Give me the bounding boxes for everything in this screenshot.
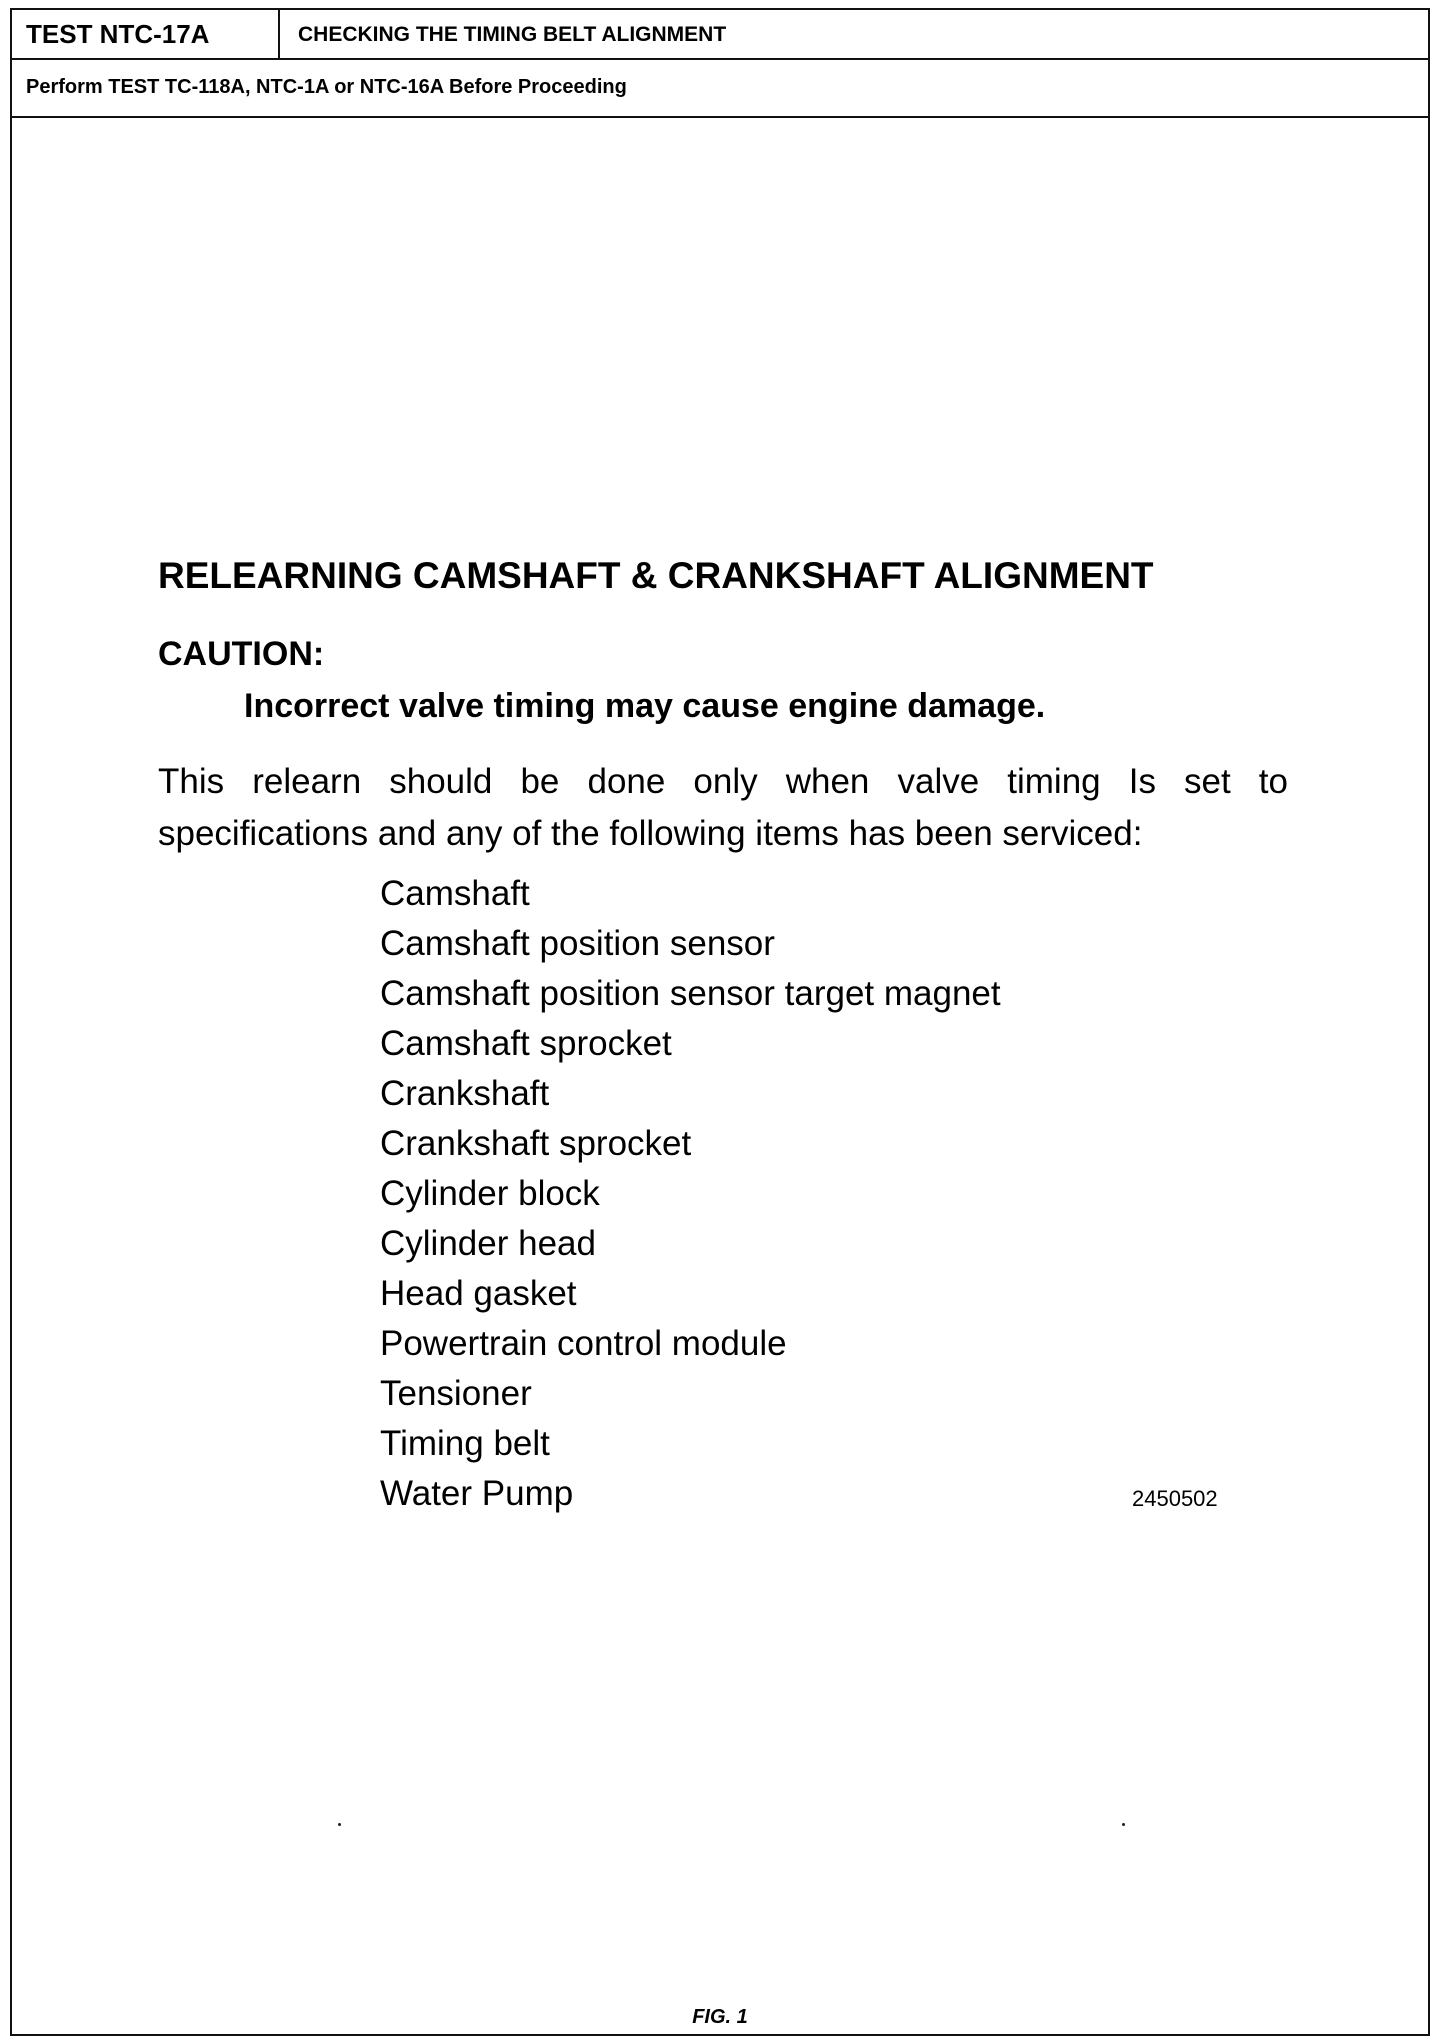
list-item: Water Pump bbox=[380, 1474, 574, 1513]
header-row bbox=[12, 10, 1428, 60]
serviced-items-list bbox=[380, 869, 1001, 1519]
list-item: Cylinder head bbox=[380, 1224, 596, 1263]
prerequisite-note: Perform TEST TC-118A, NTC-1A or NTC-16A Before Proceeding bbox=[12, 60, 1428, 118]
list-item: Crankshaft sprocket bbox=[380, 1124, 692, 1163]
caution-text: Incorrect valve timing may cause engine damage. bbox=[244, 687, 1046, 725]
caution-label: CAUTION: bbox=[158, 635, 325, 673]
list-item: Crankshaft bbox=[380, 1074, 550, 1113]
list-item: Powertrain control module bbox=[380, 1324, 787, 1363]
list-item: Tensioner bbox=[380, 1374, 532, 1413]
test-title: CHECKING THE TIMING BELT ALIGNMENT bbox=[298, 23, 727, 46]
section-heading: RELEARNING CAMSHAFT & CRANKSHAFT ALIGNMENT bbox=[158, 555, 1154, 596]
list-item: Timing belt bbox=[380, 1424, 550, 1463]
list-item: Head gasket bbox=[380, 1274, 577, 1313]
figure-code: 2450502 bbox=[1132, 1486, 1218, 1511]
list-item: Camshaft position sensor target magnet bbox=[380, 974, 1001, 1013]
figure-label: FIG. 1 bbox=[692, 2006, 748, 2028]
test-id: TEST NTC-17A bbox=[12, 10, 280, 58]
list-item: Camshaft bbox=[380, 874, 530, 913]
scan-speck bbox=[338, 1823, 341, 1826]
relearn-paragraph: This relearn should be done only when valve timing Is set to specifications and any of the following items has been serviced: bbox=[158, 762, 1288, 853]
list-item: Camshaft sprocket bbox=[380, 1024, 672, 1063]
document-frame bbox=[10, 8, 1430, 2036]
list-item: Camshaft position sensor bbox=[380, 924, 775, 963]
scan-speck bbox=[1122, 1823, 1125, 1826]
list-item: Cylinder block bbox=[380, 1174, 600, 1213]
